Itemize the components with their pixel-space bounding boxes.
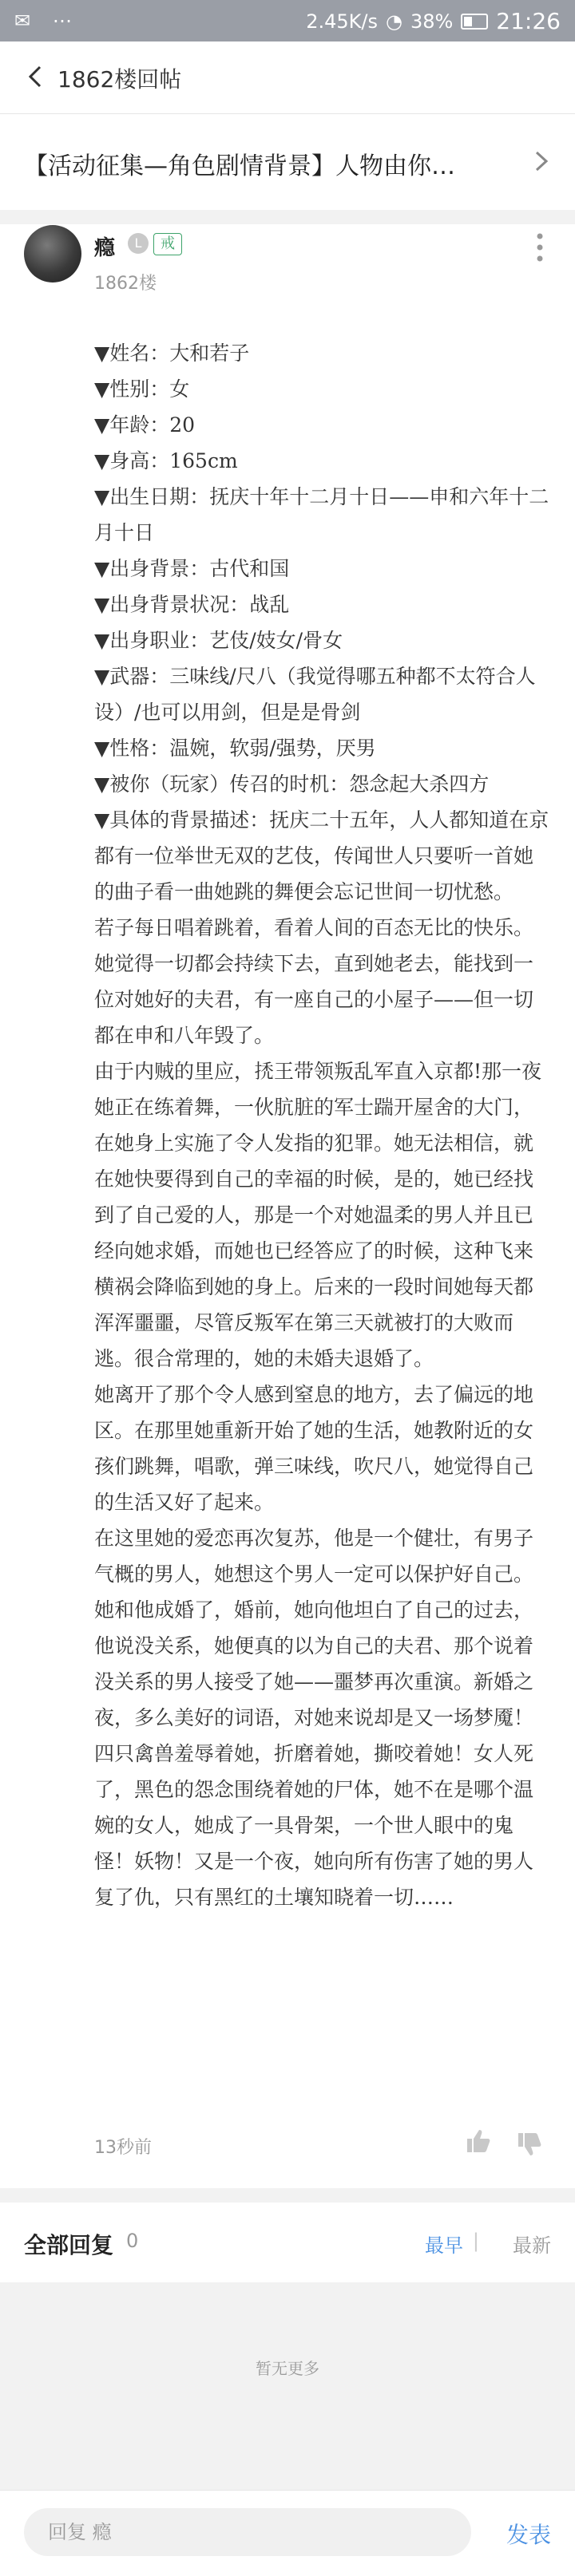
thumbs-down-icon[interactable] bbox=[516, 2131, 543, 2158]
replies-title: 全部回复 bbox=[24, 2232, 114, 2258]
post-paragraph: ▼性格：温婉，软弱/强势，厌男 bbox=[94, 737, 376, 760]
more-options-icon[interactable] bbox=[537, 233, 543, 262]
level-badge: L bbox=[128, 233, 149, 254]
username[interactable]: 瘾 bbox=[94, 236, 116, 260]
page-title: 1862楼回帖 bbox=[58, 66, 182, 93]
post-paragraph: ▼被你（玩家）传召的时机：怨念起大杀四方 bbox=[94, 772, 490, 796]
avatar[interactable] bbox=[24, 225, 81, 282]
empty-state-text: 暂无更多 bbox=[256, 2359, 319, 2378]
post-header bbox=[0, 225, 575, 313]
post-paragraph: ▼出身职业：艺伎/妓女/骨女 bbox=[94, 629, 343, 652]
thread-title-link[interactable] bbox=[0, 114, 575, 224]
post-paragraph: ▼年龄：20 bbox=[94, 413, 196, 437]
post-paragraph: ▼性别：女 bbox=[94, 377, 190, 401]
post-paragraph: 她离开了那个令人感到窒息的地方，去了偏远的地区。在那里她重新开始了她的生活，她教附近的女孩们跳舞，唱歌，弹三味线，吹尺八，她觉得自己的生活又好了起来。 bbox=[94, 1383, 534, 1514]
thumbs-up-icon[interactable] bbox=[465, 2128, 492, 2155]
post-paragraph: ▼姓名：大和若子 bbox=[94, 342, 250, 365]
post-paragraph: 由于内贼的里应，𢬳王带领叛乱军直入京都!那一夜她正在练着舞，一伙肮脏的军士踹开屋舍的大门，在她身上实施了令人发指的犯罪。她无法相信，就在她快要得到自己的幸福的时候，是的，她已经找到了自己爱的人，那是一个对她温柔的男人并且已经向她求婚，而她也已经答应了的时候，这种飞来横祸会降临到她的身上。后来的一段时间她每天都浑浑噩噩，尽管反叛军在第三天就被打的大败而逃。很合常理的，她的未婚夫退婚了。 bbox=[94, 1060, 542, 1370]
post-paragraph: 在这里她的爱恋再次复苏，他是一个健壮，有男子气概的男人，她想这个男人一定可以保护好自己。她和他成婚了，婚前，她向他坦白了自己的过去，他说没关系，她便真的以为自己的夫君、那个说着没关系的男人接受了她——噩梦再次重演。新婚之夜，多么美好的词语，对她来说却是又一场梦魇！四只禽兽羞辱着她，折磨着她，撕咬着她！女人死了，黑色的怨念围绕着她的尸体，她不在是哪个温婉的女人，她成了一具骨架，一个世人眼中的鬼怪！妖物！又是一个夜，她向所有伤害了她的男人复了仇，只有黑红的土壤知晓着一切…… bbox=[94, 1527, 534, 1909]
clock: 21:26 bbox=[496, 8, 561, 34]
post-footer bbox=[0, 2115, 575, 2179]
reply-bar bbox=[0, 2490, 575, 2576]
thread-title: 【活动征集—角色剧情背景】人物由你… bbox=[24, 152, 455, 180]
floor-number: 1862楼 bbox=[94, 274, 157, 294]
section-divider bbox=[0, 2188, 575, 2203]
post-time: 13秒前 bbox=[94, 2138, 152, 2158]
notification-icons: ✉ ⋯ bbox=[14, 10, 80, 32]
post-paragraph: ▼出身背景：古代和国 bbox=[94, 557, 290, 580]
post-paragraph: ▼出身背景状况：战乱 bbox=[94, 593, 290, 616]
top-nav-bar bbox=[0, 41, 575, 114]
sort-earliest-button[interactable]: 最早 bbox=[425, 2234, 463, 2257]
post-paragraph: ▼出生日期：抚庆十年十二月十日——申和六年十二月十日 bbox=[94, 485, 549, 544]
battery-icon bbox=[461, 14, 488, 30]
empty-replies-area bbox=[0, 2282, 575, 2490]
replies-count: 0 bbox=[126, 2230, 139, 2252]
network-speed: 2.45K/s bbox=[306, 10, 378, 33]
sort-separator: | bbox=[472, 2230, 479, 2252]
post-paragraph: ▼身高：165cm bbox=[94, 449, 238, 472]
sort-latest-button[interactable]: 最新 bbox=[513, 2234, 551, 2257]
post-paragraph: ▼具体的背景描述：抚庆二十五年，人人都知道在京都有一位举世无双的艺伎，传闻世人只要听一首她的曲子看一曲她跳的舞便会忘记世间一切忧愁。 bbox=[94, 808, 549, 903]
reply-input[interactable] bbox=[24, 2508, 471, 2556]
post-content bbox=[94, 335, 549, 1915]
back-arrow-icon[interactable] bbox=[21, 62, 50, 91]
replies-header bbox=[0, 2203, 575, 2282]
user-tag-badge: 戒 bbox=[153, 233, 182, 255]
chevron-right-icon bbox=[532, 149, 551, 173]
status-bar bbox=[0, 0, 575, 41]
post-paragraph: 若子每日唱着跳着，看着人间的百态无比的快乐。她觉得一切都会持续下去，直到她老去，能找到一位对她好的夫君，有一座自己的小屋子——但一切都在申和八年毁了。 bbox=[94, 916, 534, 1047]
battery-level: 38% bbox=[410, 10, 454, 33]
send-button[interactable]: 发表 bbox=[506, 2518, 551, 2550]
post-paragraph: ▼武器：三味线/尺八（我觉得哪五种都不太符合人设）/也可以用剑，但是是骨剑 bbox=[94, 665, 536, 724]
wifi-icon: ◔ bbox=[386, 10, 402, 33]
